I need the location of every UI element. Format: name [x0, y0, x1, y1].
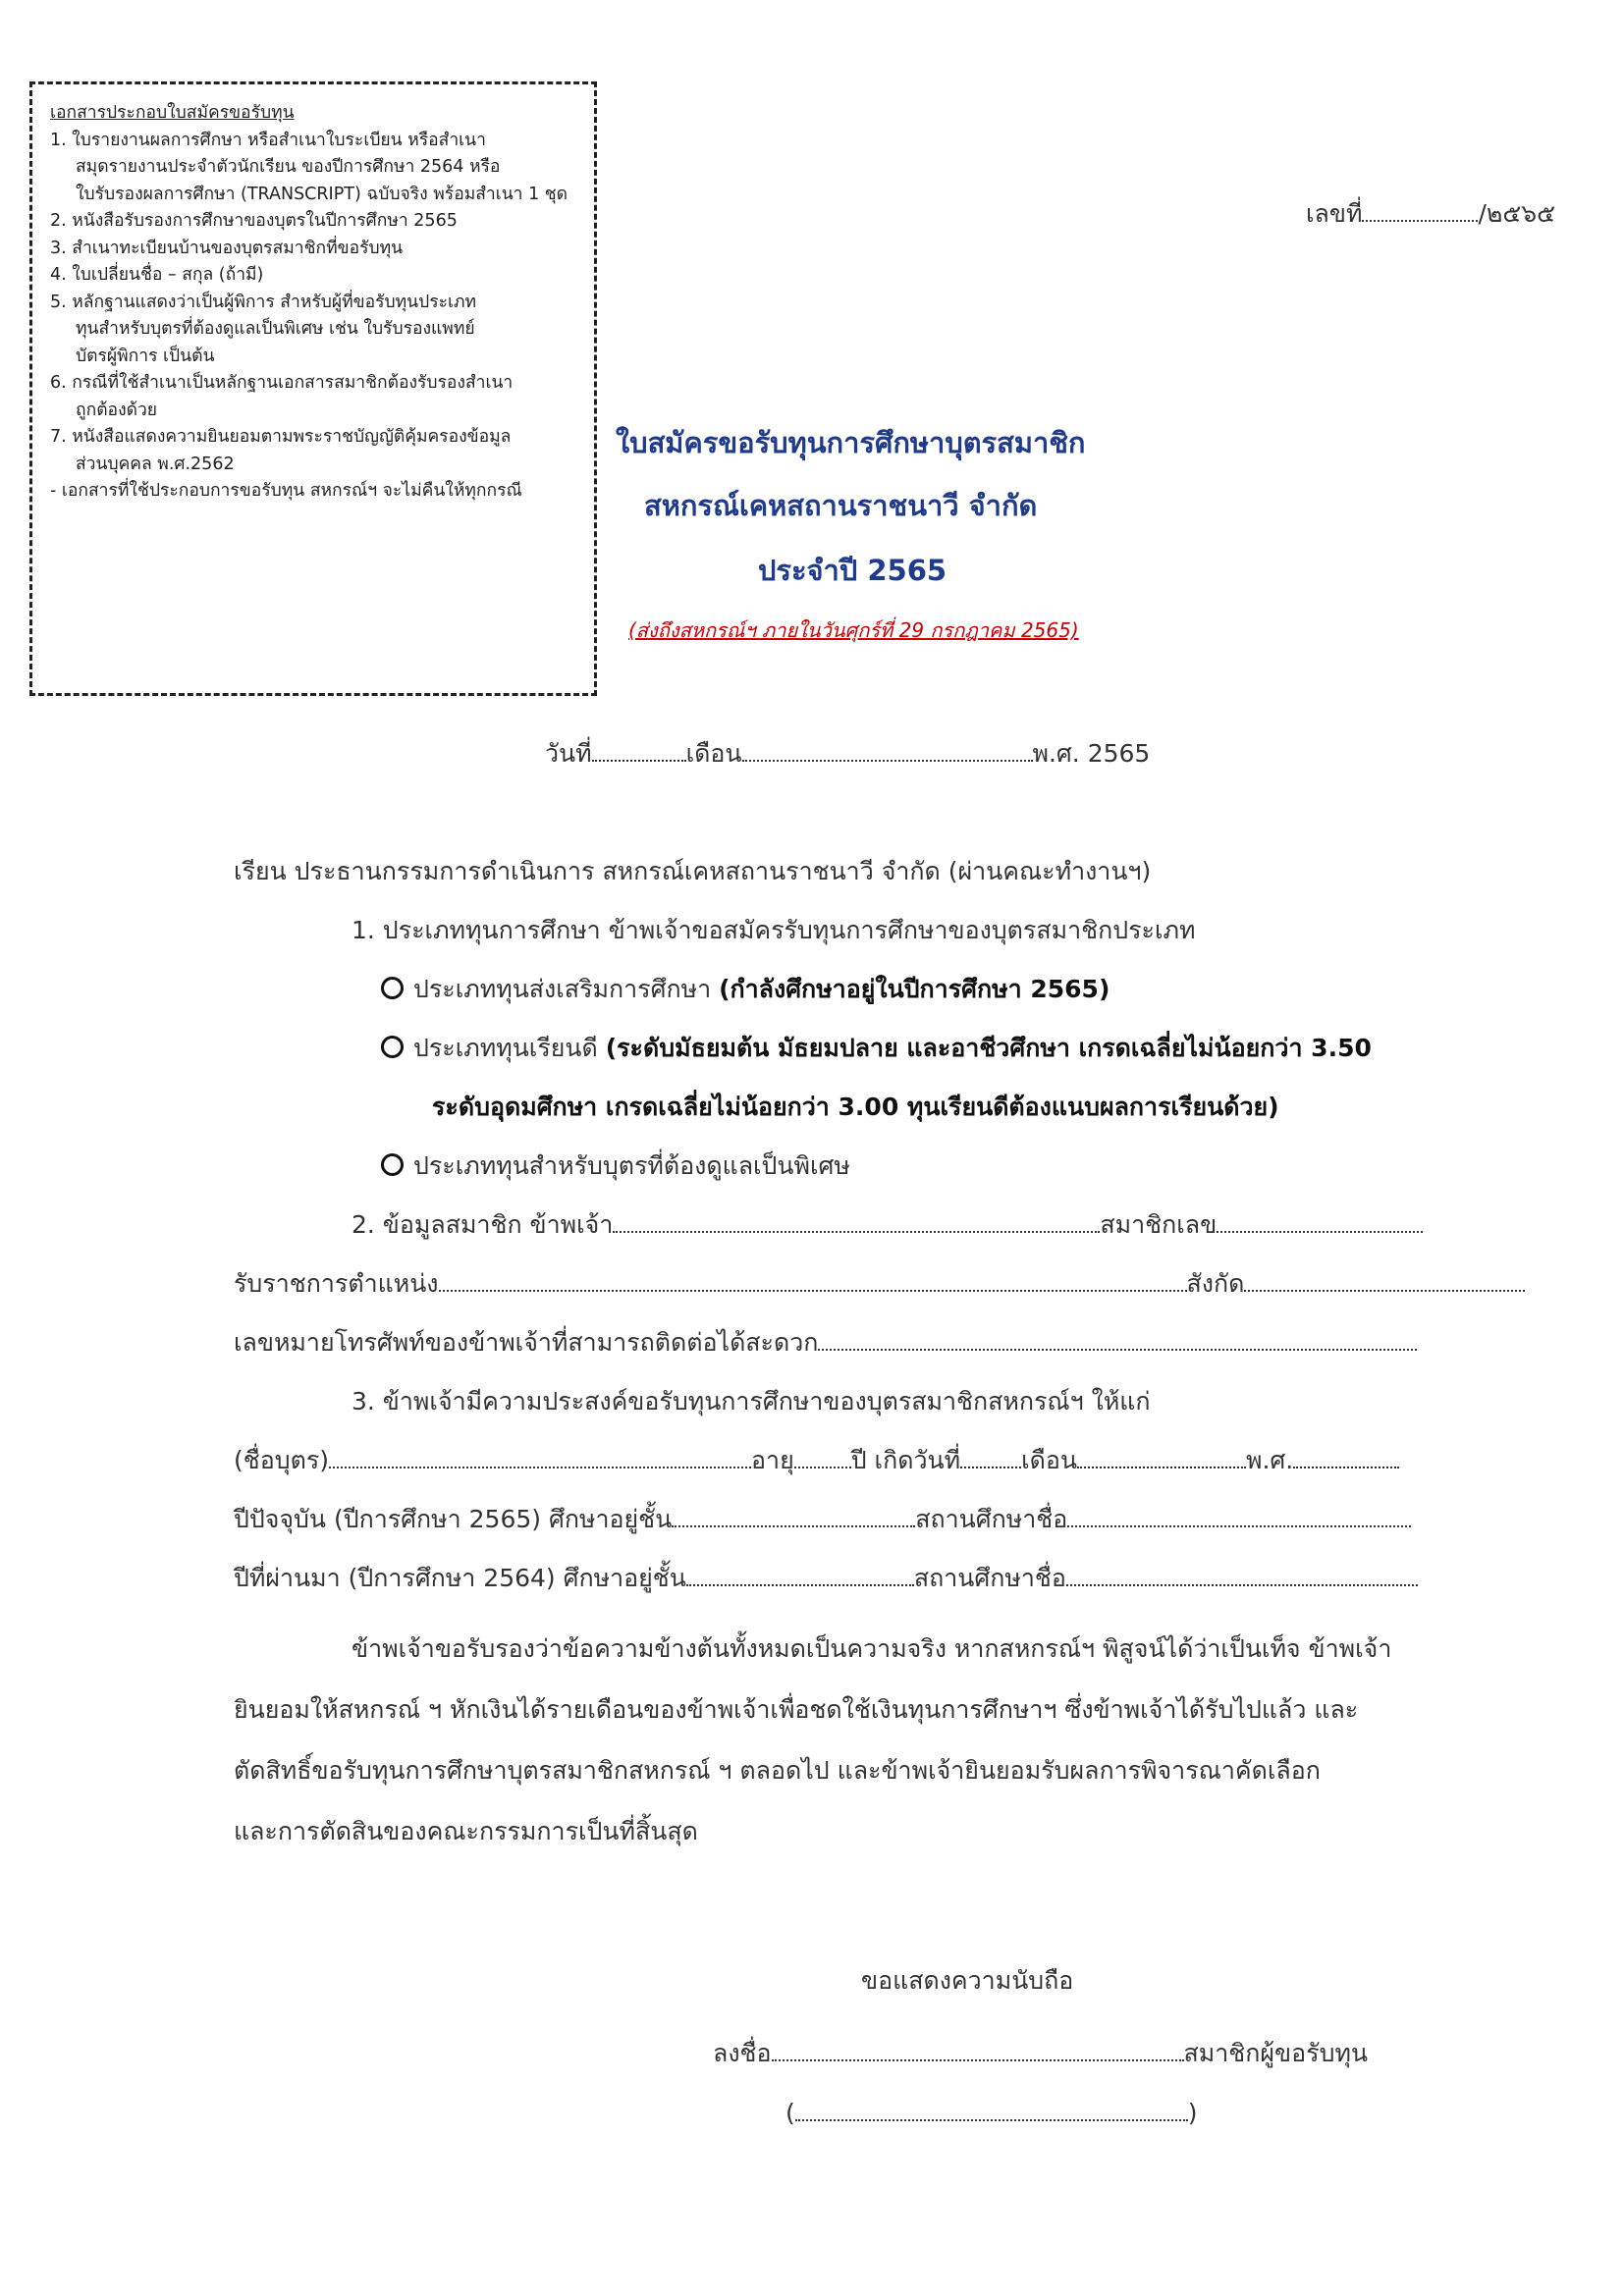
- open-paren: (: [785, 2099, 795, 2127]
- member-no-field[interactable]: [1217, 1206, 1423, 1233]
- past-school-label: สถานศึกษาชื่อ: [913, 1564, 1066, 1592]
- required-document-item: 1. ใบรายงานผลการศึกษา หรือสำเนาใบระเบียน หรือสำเนา: [50, 130, 486, 150]
- birth-year-field[interactable]: [1293, 1442, 1399, 1468]
- required-document-item: 5. หลักฐานแสดงว่าเป็นผู้พิการ สำหรับผู้ที่ขอรับทุนประเภท: [50, 292, 477, 312]
- required-document-item: 7. หนังสือแสดงความยินยอมตามพระราชบัญญัติคุ้มครองข้อมูล: [50, 427, 512, 447]
- section3-heading: 3. ข้าพเจ้ามีความประสงค์ขอรับทุนการศึกษาของบุตรสมาชิกสหกรณ์ฯ ให้แก่: [352, 1387, 1151, 1415]
- signature-line: [713, 2034, 1368, 2073]
- option-special-care-label: ประเภททุนสำหรับบุตรที่ต้องดูแลเป็นพิเศษ: [413, 1151, 850, 1180]
- past-year-label: ปีที่ผ่านมา (ปีการศึกษา 2564) ศึกษาอยู่ชั้น: [234, 1564, 686, 1592]
- date-month-field[interactable]: [742, 735, 1033, 762]
- option-promotion[interactable]: [381, 970, 1110, 1009]
- option-merit-label: ประเภททุนเรียนดี: [413, 1034, 598, 1062]
- date-year-label: พ.ศ. 2565: [1032, 739, 1151, 768]
- form-title-line2: สหกรณ์เคหสถานราชนาวี จำกัด: [644, 489, 1038, 522]
- position-label: รับราชการตำแหน่ง: [234, 1269, 439, 1298]
- date-day-label: วันที่: [545, 739, 592, 768]
- birth-day-field[interactable]: [960, 1442, 1021, 1468]
- phone-label: เลขหมายโทรศัพท์ของข้าพเจ้าที่สามารถติดต่อได้สะดวก: [234, 1328, 819, 1357]
- birth-year-label: พ.ศ.: [1245, 1446, 1294, 1474]
- member-no-label: สมาชิกเลข: [1100, 1210, 1218, 1239]
- declaration-line3: ตัดสิทธิ์ขอรับทุนการศึกษาบุตรสมาชิกสหกรณ์ ฯ ตลอดไป และข้าพเจ้ายินยอมรับผลการพิจารณาคัดเลือก: [234, 1756, 1321, 1785]
- signer-role: สมาชิกผู้ขอรับทุน: [1183, 2039, 1369, 2067]
- age-field[interactable]: [794, 1442, 851, 1468]
- date-month-label: เดือน: [685, 739, 742, 768]
- required-documents-box: [29, 81, 597, 696]
- declaration-line1: ข้าพเจ้าขอรับรองว่าข้อความข้างต้นทั้งหมดเป็นความจริง หากสหกรณ์ฯ พิสูจน์ได้ว่าเป็นเท็จ ข้าพเจ้า: [352, 1634, 1392, 1663]
- current-school-label: สถานศึกษาชื่อ: [915, 1505, 1068, 1533]
- required-document-item: บัตรผู้พิการ เป็นต้น: [76, 346, 215, 366]
- current-grade-field[interactable]: [672, 1501, 915, 1527]
- option-merit-note-line2: ระดับอุดมศึกษา เกรดเฉลี่ยไม่น้อยกว่า 3.00 ทุนเรียนดีต้องแนบผลการเรียนด้วย): [432, 1093, 1279, 1121]
- option-merit[interactable]: [381, 1029, 1372, 1068]
- section3-line3: [234, 1559, 1418, 1598]
- required-documents-heading: เอกสารประกอบใบสมัครขอรับทุน: [50, 103, 295, 123]
- date-line: [545, 734, 1150, 774]
- member-name-field[interactable]: [613, 1206, 1100, 1233]
- deadline-note: (ส่งถึงสหกรณ์ฯ ภายในวันศุกร์ที่ 29 กรกฎาคม 2565): [628, 618, 1079, 642]
- option-promotion-label: ประเภททุนส่งเสริมการศึกษา: [413, 975, 712, 1003]
- signature-field[interactable]: [772, 2035, 1184, 2061]
- child-name-label: (ชื่อบุตร): [234, 1446, 330, 1474]
- child-name-field[interactable]: [329, 1442, 751, 1468]
- doc-number-suffix: /๒๕๖๕: [1478, 199, 1556, 228]
- regards: ขอแสดงความนับถือ: [861, 1966, 1074, 1995]
- years-born-label: ปี เกิดวันที่: [850, 1446, 961, 1474]
- salutation: เรียน ประธานกรรมการดำเนินการ สหกรณ์เคหสถานราชนาวี จำกัด (ผ่านคณะทำงานฯ): [234, 857, 1152, 885]
- required-documents-list: [50, 128, 582, 506]
- required-document-item: สมุดรายงานประจำตัวนักเรียน ของปีการศึกษา 2564 หรือ: [76, 157, 501, 177]
- declaration-line4: และการตัดสินของคณะกรรมการเป็นที่สิ้นสุด: [234, 1817, 698, 1845]
- close-paren: ): [1187, 2099, 1198, 2127]
- past-grade-field[interactable]: [686, 1560, 914, 1586]
- date-day-field[interactable]: [592, 735, 686, 762]
- current-year-label: ปีปัจจุบัน (ปีการศึกษา 2565) ศึกษาอยู่ชั้น: [234, 1505, 673, 1533]
- section3-line1: [234, 1441, 1399, 1480]
- radio-circle-icon[interactable]: [381, 977, 404, 999]
- birth-month-field[interactable]: [1077, 1442, 1246, 1468]
- unit-field[interactable]: [1244, 1265, 1525, 1292]
- radio-circle-icon[interactable]: [381, 1036, 404, 1058]
- form-title-line1: ใบสมัครขอรับทุนการศึกษาบุตรสมาชิก: [616, 426, 1086, 459]
- doc-number-line: [1306, 194, 1555, 234]
- section2-line2: [234, 1264, 1525, 1304]
- required-document-item: - เอกสารที่ใช้ประกอบการขอรับทุน สหกรณ์ฯ จะไม่คืนให้ทุกกรณี: [50, 481, 522, 501]
- required-document-item: 4. ใบเปลี่ยนชื่อ – สกุล (ถ้ามี): [50, 265, 264, 285]
- birth-month-label: เดือน: [1021, 1446, 1077, 1474]
- required-document-item: 2. หนังสือรับรองการศึกษาของบุตรในปีการศึกษา 2565: [50, 211, 458, 231]
- form-title-line3: ประจำปี 2565: [758, 554, 947, 587]
- current-school-field[interactable]: [1067, 1501, 1411, 1527]
- required-document-item: ใบรับรองผลการศึกษา (TRANSCRIPT) ฉบับจริง พร้อมสำเนา 1 ชุด: [76, 184, 568, 204]
- section3-line2: [234, 1500, 1411, 1539]
- printed-name-field[interactable]: [795, 2095, 1188, 2121]
- section2-heading: 2. ข้อมูลสมาชิก ข้าพเจ้า: [352, 1210, 614, 1239]
- doc-number-label: เลขที่: [1306, 199, 1363, 228]
- declaration-line2: ยินยอมให้สหกรณ์ ฯ หักเงินได้รายเดือนของข้าพเจ้าเพื่อชดใช้เงินทุนการศึกษาฯ ซึ่งข้าพเจ้าได้รับไปแล้ว และ: [234, 1695, 1359, 1724]
- section1-heading: 1. ประเภททุนการศึกษา ข้าพเจ้าขอสมัครรับทุนการศึกษาของบุตรสมาชิกประเภท: [352, 916, 1196, 944]
- required-document-item: ทุนสำหรับบุตรที่ต้องดูแลเป็นพิเศษ เช่น ใบรับรองแพทย์: [76, 319, 475, 339]
- option-merit-note: (ระดับมัธยมต้น มัธยมปลาย และอาชีวศึกษา เกรดเฉลี่ยไม่น้อยกว่า 3.50: [605, 1034, 1372, 1062]
- sign-label: ลงชื่อ: [713, 2039, 772, 2067]
- required-document-item: 6. กรณีที่ใช้สำเนาเป็นหลักฐานเอกสารสมาชิกต้องรับรองสำเนา: [50, 373, 514, 393]
- required-document-item: 3. สำเนาทะเบียนบ้านของบุตรสมาชิกที่ขอรับทุน: [50, 238, 404, 258]
- doc-number-field[interactable]: [1362, 195, 1478, 222]
- phone-field[interactable]: [818, 1324, 1417, 1351]
- printed-name-line: [785, 2095, 1198, 2127]
- radio-circle-icon[interactable]: [381, 1153, 404, 1176]
- unit-label: สังกัด: [1186, 1269, 1245, 1298]
- option-special-care[interactable]: [381, 1147, 850, 1186]
- section2-line1: [352, 1205, 1423, 1245]
- age-label: อายุ: [751, 1446, 794, 1474]
- position-field[interactable]: [439, 1265, 1187, 1292]
- required-document-item: ส่วนบุคคล พ.ศ.2562: [76, 454, 235, 474]
- required-document-item: ถูกต้องด้วย: [76, 400, 158, 420]
- section2-line3: [234, 1323, 1417, 1362]
- past-school-field[interactable]: [1066, 1560, 1418, 1586]
- option-promotion-note: (กำลังศึกษาอยู่ในปีการศึกษา 2565): [719, 975, 1110, 1003]
